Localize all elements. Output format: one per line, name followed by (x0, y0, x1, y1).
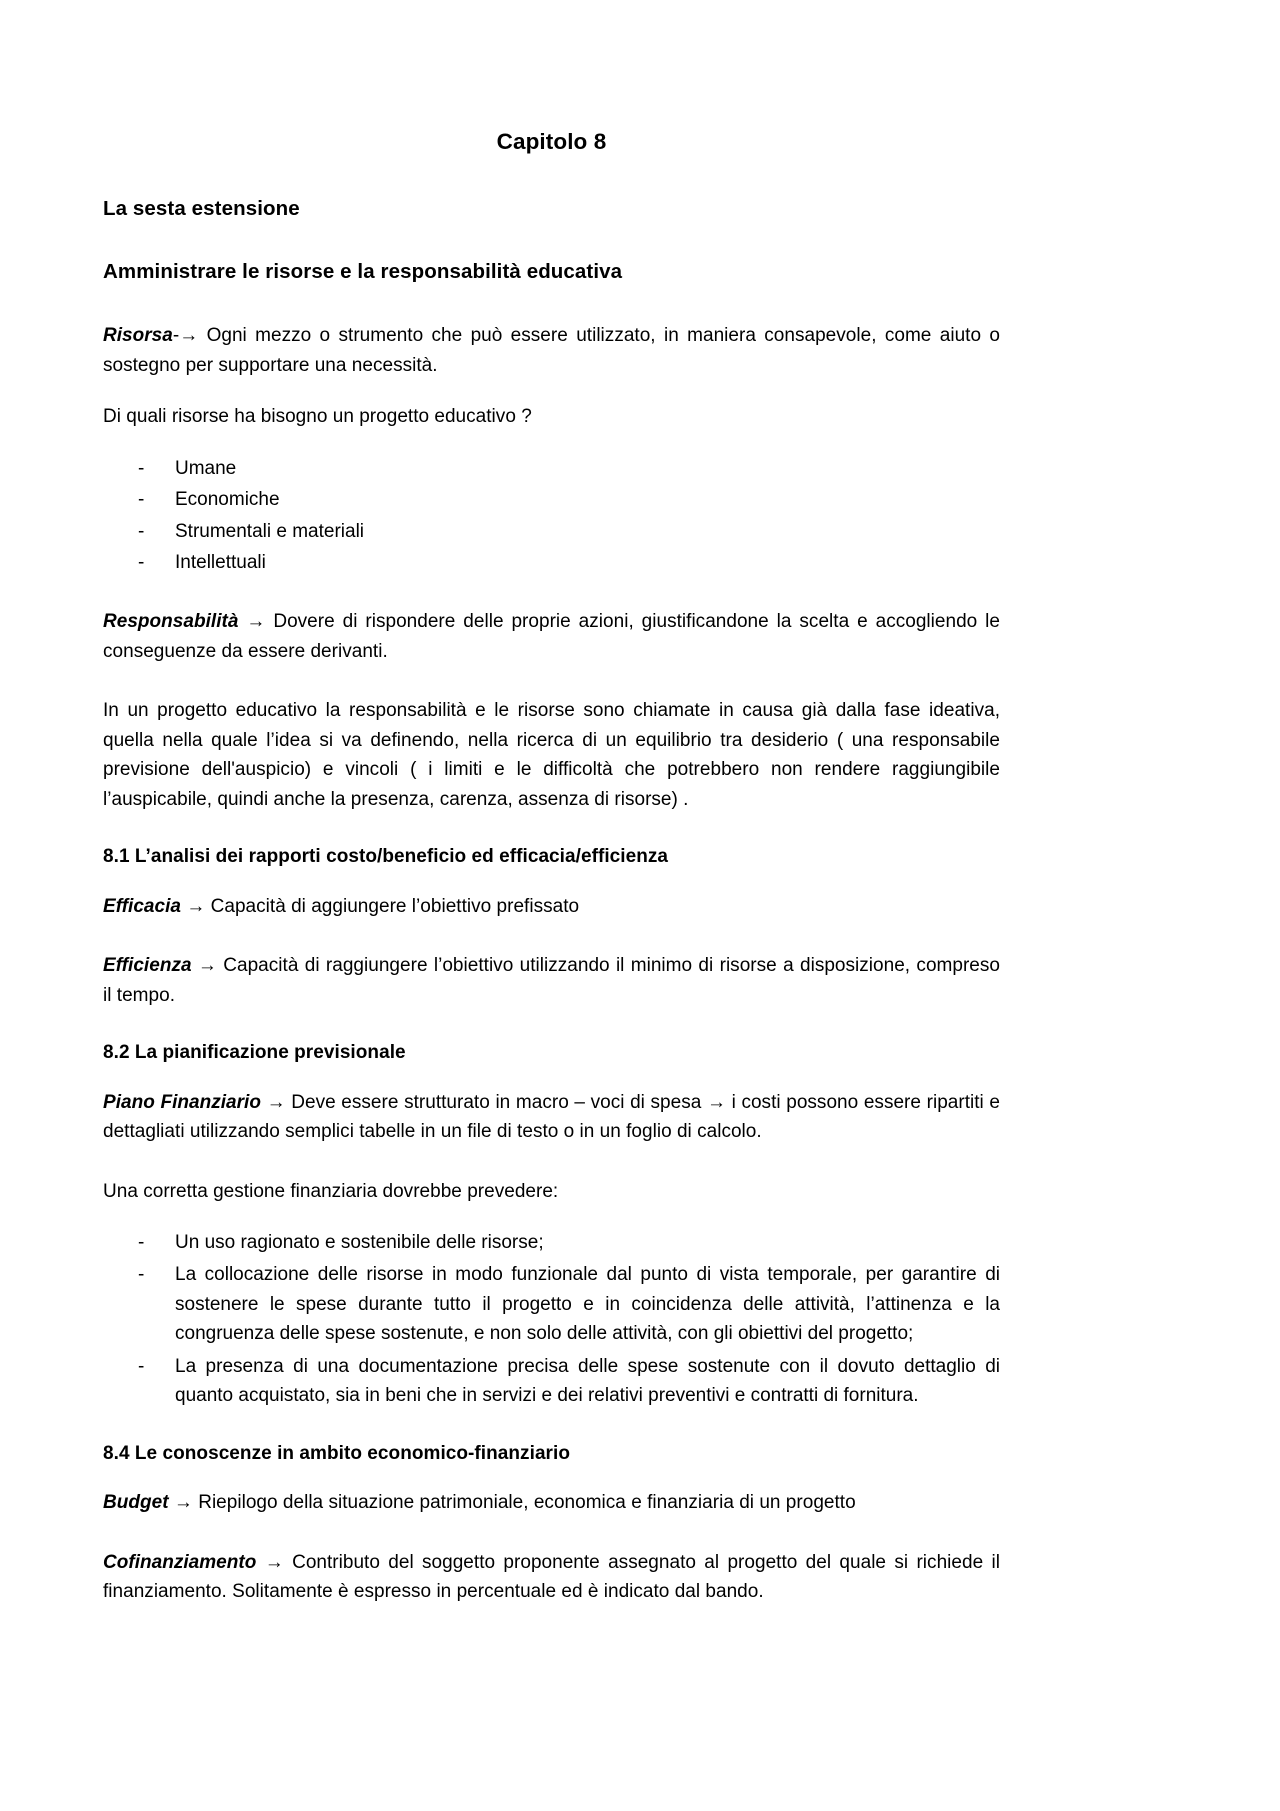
term-risorsa: Risorsa (103, 325, 173, 347)
definition-efficacia (103, 892, 1000, 921)
dash-marker-icon: - (138, 552, 145, 574)
arrow-icon: → (197, 955, 217, 977)
list-item-label: La collocazione delle risorse in modo funzionale dal punto di vista temporale, per garantire di sostenere le spese durante tutto il progetto e in coincidenza delle attività, l’attinenza e la congruenza delle spese sostenute, e non solo delle attività, con gli obiettivi del progetto; (175, 1264, 1000, 1345)
list-item (103, 1228, 1000, 1257)
spacer (103, 599, 1000, 607)
term-budget: Budget (103, 1492, 169, 1514)
list-item-label: Economiche (175, 489, 280, 511)
spacer (103, 943, 1000, 951)
chapter-title: Capitolo 8 (496, 129, 607, 154)
spacer (103, 836, 1000, 844)
definition-responsabilita (103, 607, 1000, 666)
list-item-label: Un uso ragionato e sostenibile delle risorse; (175, 1232, 544, 1253)
dash-marker-icon: - (138, 520, 145, 542)
definition-efficienza-text: Capacità di raggiungere l’obiettivo utilizzando il minimo di risorse a disposizione, compreso il tempo. (103, 955, 1000, 1006)
section-title: La sesta estensione (103, 197, 300, 221)
heading-8-2: 8.2 La pianificazione previsionale (103, 1042, 406, 1064)
heading-8-4: 8.4 Le conoscenze in ambito economico-finanziario (103, 1442, 570, 1464)
definition-piano-finanziario (103, 1088, 1000, 1147)
list-item-label: Intellettuali (175, 552, 266, 574)
definition-budget-text: Riepilogo della situazione patrimoniale, economica e finanziaria di un progetto (192, 1492, 856, 1514)
term-piano-finanziario: Piano Finanziario (103, 1091, 261, 1113)
arrow-icon: → (186, 895, 206, 917)
term-efficienza: Efficienza (103, 955, 192, 977)
spacer (103, 688, 1000, 696)
arrow-icon: → (173, 1492, 193, 1514)
spacer (103, 1169, 1000, 1177)
term-cofinanziamento: Cofinanziamento (103, 1551, 257, 1573)
term-responsabilita: Responsabilità (103, 611, 239, 633)
definition-efficienza (103, 951, 1000, 1010)
arrow-icon: → (246, 611, 266, 633)
intro-gestione-finanziaria: Una corretta gestione finanziaria dovrebbe prevedere: (103, 1180, 559, 1202)
arrow-icon: → (266, 1091, 286, 1113)
risorse-list (103, 454, 1000, 578)
list-item (103, 517, 1000, 546)
heading-8-1: 8.1 L’analisi dei rapporti costo/beneficio ed efficacia/efficienza (103, 846, 669, 868)
paragraph-responsabilita-risorse: In un progetto educativo la responsabilità e le risorse sono chiamate in causa già dalla fase ideativa, quella nella quale l’idea si va definendo, nella ricerca di un equilibrio tra desiderio ( una responsabile previsione dell'auspicio) e vincoli ( i limiti e le difficoltà che potrebbero non rendere raggiungibile l’auspicabile, quindi anche la presenza, carenza, assenza di risorse) . (103, 700, 1000, 810)
spacer (103, 1540, 1000, 1548)
list-item (103, 485, 1000, 514)
list-item (103, 548, 1000, 577)
term-efficacia: Efficacia (103, 895, 181, 917)
dash-marker-icon: - (138, 457, 145, 479)
list-item (103, 1352, 1000, 1411)
dash-marker-icon: - (138, 1264, 145, 1286)
gestione-list (103, 1228, 1000, 1411)
definition-responsabilita-text: Dovere di rispondere delle proprie azioni, giustificandone la scelta e accogliendo le conseguenze da essere derivanti. (103, 611, 1000, 662)
main-heading: Amministrare le risorse e la responsabilità educativa (103, 259, 623, 283)
list-item (103, 1260, 1000, 1348)
arrow-icon: → (264, 1551, 284, 1573)
definition-risorsa (103, 321, 1000, 380)
dash-marker-icon: - (138, 1355, 145, 1377)
dash-marker-icon: - (138, 489, 145, 511)
definition-cofinanziamento-text: Contributo del soggetto proponente assegnato al progetto del quale si richiede il finanziamento. Solitamente è espresso in percentuale ed è indicato dal bando. (103, 1551, 1000, 1603)
definition-piano-finanziario-text: Deve essere strutturato in macro – voci di spesa → i costi possono essere ripartiti e dettagliati utilizzando semplici tabelle in un file di testo o in un foglio di calcolo. (103, 1091, 1000, 1143)
definition-budget (103, 1488, 1000, 1517)
definition-cofinanziamento (103, 1548, 1000, 1607)
dash-marker-icon: - (138, 1232, 145, 1253)
list-item-label: Strumentali e materiali (175, 520, 365, 542)
document-body (103, 128, 1000, 1607)
list-item-label: Umane (175, 457, 237, 479)
question-risorse: Di quali risorse ha bisogno un progetto educativo ? (103, 406, 532, 428)
list-item (103, 454, 1000, 483)
spacer (103, 1433, 1000, 1441)
definition-efficacia-text: Capacità di aggiungere l’obiettivo prefissato (205, 895, 580, 917)
arrow-icon: -→ (172, 325, 199, 347)
list-item-label: La presenza di una documentazione precisa delle spese sostenute con il dovuto dettaglio di quanto acquistato, sia in beni che in servizi e dei relativi preventivi e contratti di fornitura. (175, 1355, 1000, 1407)
spacer (103, 1032, 1000, 1040)
definition-risorsa-text: Ogni mezzo o strumento che può essere utilizzato, in maniera consapevole, come aiuto o sostegno per supportare una necessità. (103, 325, 1000, 376)
